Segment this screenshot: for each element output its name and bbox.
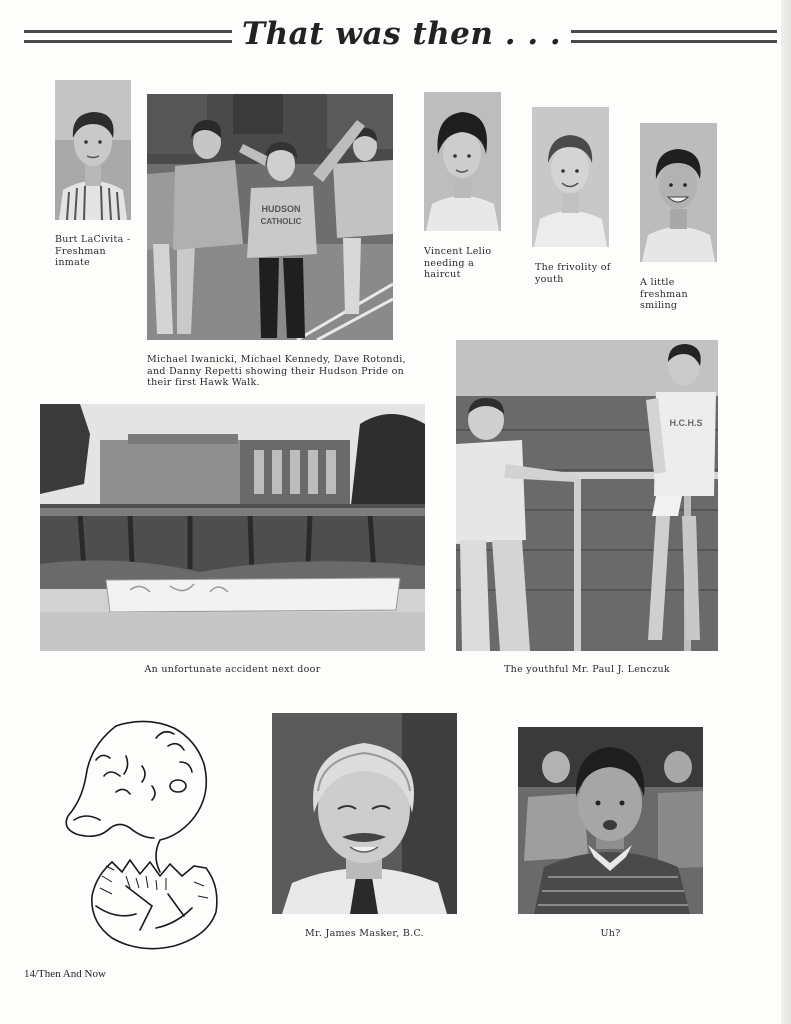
photo-vincent-lelio	[424, 92, 501, 231]
caption-james-masker: Mr. James Masker, B.C.	[305, 928, 424, 939]
gym-shirt-text: H.C.H.S	[669, 418, 703, 428]
sweatshirt-text-hudson: HUDSON	[261, 204, 301, 214]
photo-hawk-walk	[147, 94, 393, 340]
caption-vincent-lelio: Vincent Lelio needing a haircut	[424, 246, 492, 280]
sweatshirt-text-catholic: CATHOLIC	[260, 217, 302, 226]
photo-uh	[518, 727, 703, 914]
caption-paul-lenczuk: The youthful Mr. Paul J. Lenczuk	[504, 664, 670, 675]
caption-frivolity-of-youth: The frivolity of youth	[535, 262, 611, 285]
page-folio: 14/Then And Now	[24, 968, 106, 980]
photo-accident-next-door	[40, 404, 425, 651]
page-title: That was then . . .	[232, 16, 571, 52]
caption-hawk-walk: Michael Iwanicki, Michael Kennedy, Dave Rotondi, and Danny Repetti showing their Hudson Pride on their first Hawk Walk.	[147, 354, 406, 388]
photo-little-freshman	[640, 123, 717, 262]
photo-james-masker	[272, 713, 457, 914]
sketch-hatching-creature	[56, 716, 226, 956]
photo-frivolity-of-youth	[532, 107, 609, 247]
page-edge	[781, 0, 791, 1024]
photo-burt-lacivita	[55, 80, 131, 220]
caption-burt-lacivita: Burt LaCivita - Freshman inmate	[55, 234, 131, 268]
caption-little-freshman: A little freshman smiling	[640, 277, 688, 311]
caption-uh: Uh?	[600, 928, 621, 939]
photo-paul-lenczuk	[456, 340, 718, 651]
caption-accident-next-door: An unfortunate accident next door	[144, 664, 321, 675]
